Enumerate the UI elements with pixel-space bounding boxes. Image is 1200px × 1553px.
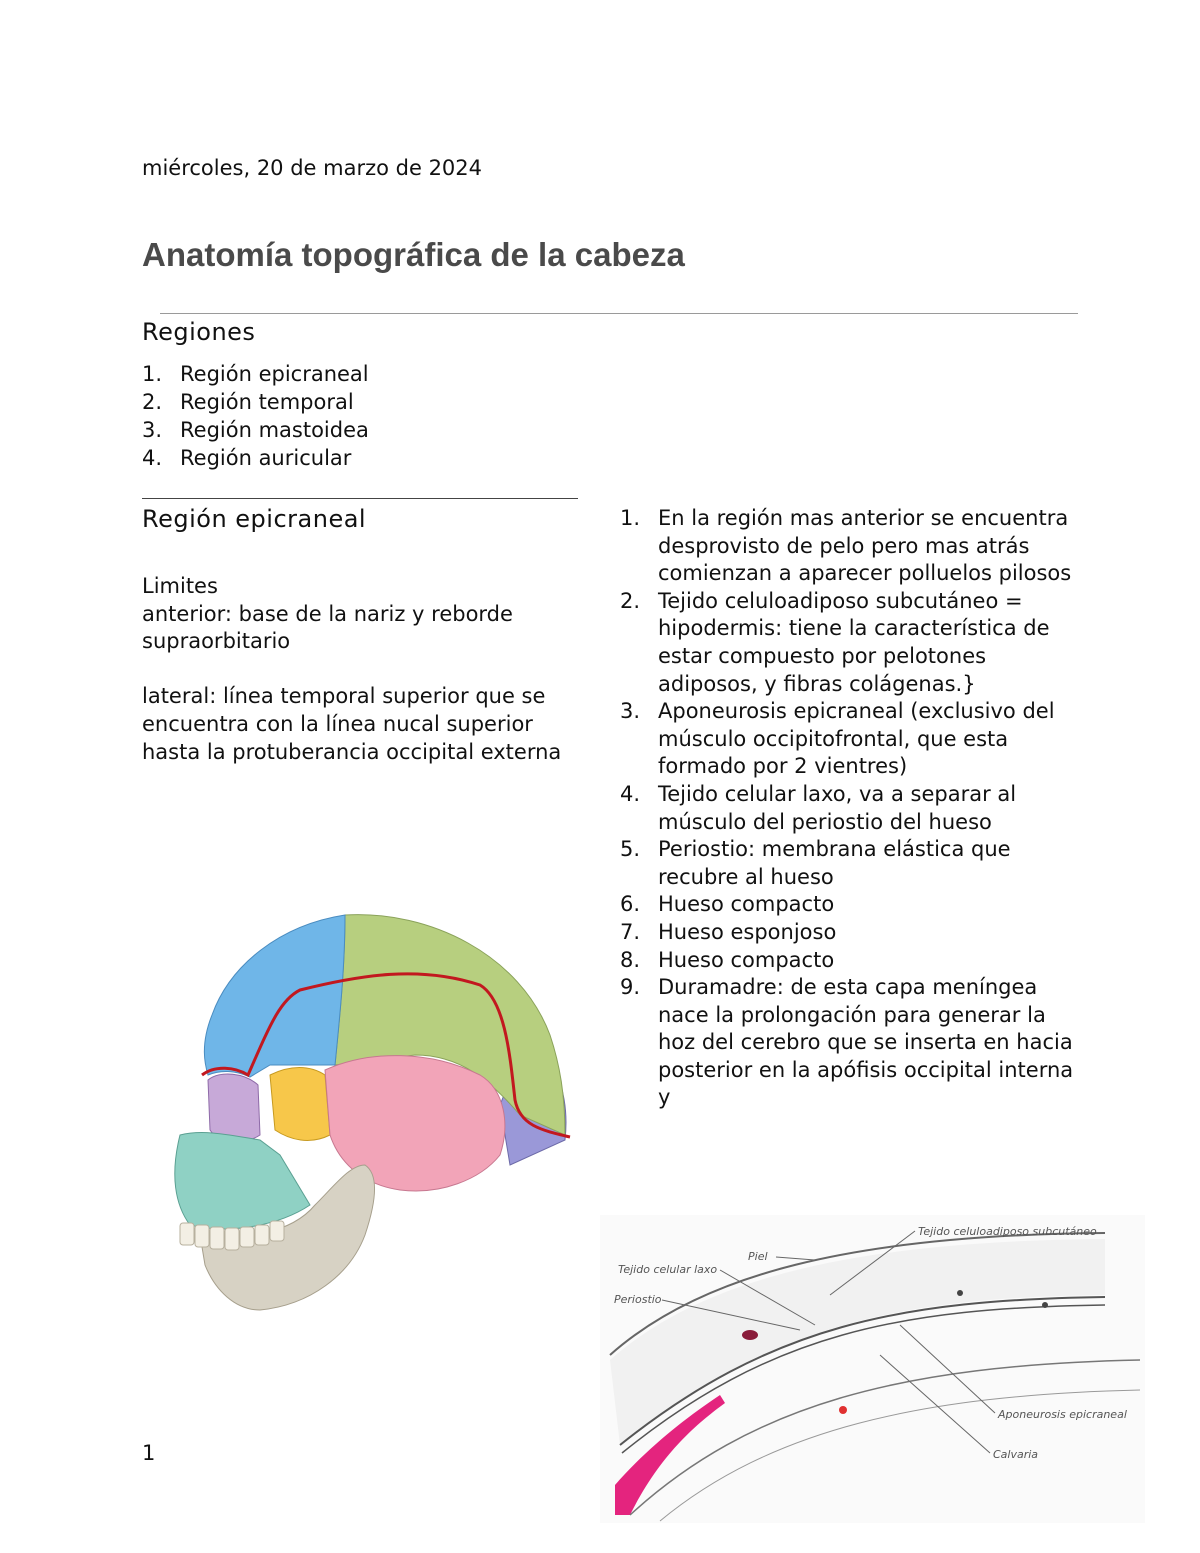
list-item [142, 416, 369, 444]
list-number: 9. [620, 975, 641, 1000]
label-periostio: Periostio [614, 1293, 662, 1306]
layers-list [620, 505, 1080, 1112]
list-number: 1. [142, 362, 163, 386]
label-aponeurosis: Aponeurosis epicraneal [998, 1408, 1127, 1421]
list-number: 5. [620, 837, 641, 862]
list-item [620, 588, 1080, 698]
list-item [620, 836, 1080, 891]
section-divider [142, 498, 578, 499]
sphenoid-bone [270, 1068, 330, 1141]
epicraneal-heading: Región epicraneal [142, 505, 367, 533]
list-item [142, 360, 369, 388]
label-calvaria: Calvaria [993, 1448, 1039, 1461]
list-number: 4. [620, 781, 641, 806]
list-text: Tejido celuloadiposo subcutáneo = hipodermis: tiene la característica de estar compuesto por pelotones adiposos, y fibras colágenas.} [658, 588, 1050, 696]
list-item [620, 974, 1080, 1112]
page-title: Anatomía topográfica de la cabeza [142, 236, 685, 273]
orbit [208, 1074, 260, 1142]
scalp-layers-illustration [600, 1215, 1145, 1523]
limites-label: Limites [142, 574, 218, 598]
list-text: Tejido celular laxo, va a separar al músculo del periostio del hueso [658, 781, 1017, 834]
list-text: Hueso compacto [658, 947, 835, 972]
list-text: Hueso esponjoso [658, 919, 837, 944]
list-text: En la región mas anterior se encuentra desprovisto de pelo pero mas atrás comienzan a aparecer polluelos pilosos [658, 506, 1072, 586]
list-item [142, 388, 369, 416]
list-item [620, 891, 1080, 919]
list-text: Aponeurosis epicraneal (exclusivo del músculo occipitofrontal, que esta formado por 2 vientres) [658, 699, 1055, 779]
list-text: Periostio: membrana elástica que recubre al hueso [658, 837, 1011, 889]
list-text: Región temporal [180, 390, 354, 414]
frontal-bone [204, 915, 345, 1077]
list-number: 1. [620, 506, 641, 530]
list-number: 2. [620, 588, 641, 613]
label-tejido-celular-laxo: Tejido celular laxo [618, 1263, 718, 1276]
list-number: 3. [620, 699, 641, 724]
list-text: Región auricular [180, 446, 352, 470]
list-number: 4. [142, 446, 163, 470]
list-text: Región epicraneal [180, 362, 369, 386]
limite-anterior: anterior: base de la nariz y reborde supraorbitario [142, 601, 513, 654]
document-date: miércoles, 20 de marzo de 2024 [142, 156, 483, 180]
label-tejido-celuloadiposo: Tejido celuloadiposo subcutáneo [918, 1225, 1097, 1238]
regiones-list [142, 360, 369, 472]
maxilla-bone [175, 1133, 310, 1229]
list-number: 6. [620, 892, 641, 917]
page-number: 1 [142, 1441, 156, 1465]
skull-illustration [160, 905, 580, 1345]
list-number: 3. [142, 418, 163, 442]
limites-block [142, 573, 582, 766]
list-item [620, 698, 1080, 781]
list-number: 8. [620, 947, 641, 972]
list-item [142, 444, 369, 472]
list-item [620, 947, 1080, 975]
label-piel: Piel [748, 1250, 768, 1263]
title-divider [160, 313, 1078, 314]
regiones-heading: Regiones [142, 318, 256, 346]
list-number: 2. [142, 390, 163, 414]
list-item [620, 919, 1080, 947]
list-text: Hueso compacto [658, 892, 835, 917]
limite-lateral: lateral: línea temporal superior que se encuentra con la línea nucal superior hasta la protuberancia occipital externa [142, 684, 562, 764]
list-text: Región mastoidea [180, 418, 369, 442]
list-item [620, 505, 1080, 588]
list-item [620, 781, 1080, 836]
list-number: 7. [620, 919, 641, 944]
list-text: Duramadre: de esta capa meníngea nace la prolongación para generar la hoz del cerebro que se inserta en hacia posterior en la apófisis occipital interna y [658, 975, 1074, 1110]
